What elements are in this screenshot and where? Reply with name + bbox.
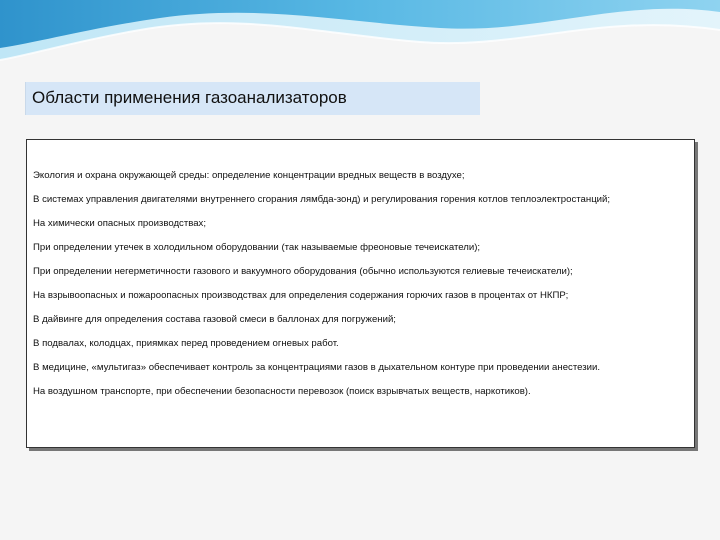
header-wave-decoration (0, 0, 720, 80)
list-item: На химически опасных производствах; (33, 218, 207, 229)
list-item: При определении утечек в холодильном оборудовании (так называемые фреоновые течеискатели); (33, 242, 481, 253)
list-item: При определении негерметичности газового и вакуумного оборудования (обычно используются гелиевые течеискатели); (33, 266, 573, 277)
title-box (25, 82, 480, 115)
applications-list (27, 140, 694, 398)
list-item: В системах управления двигателями внутреннего сгорания лямбда-зонд) и регулирования горения котлов теплоэлектростанций; (33, 194, 611, 205)
list-item: В медицине, «мультигаз» обеспечивает контроль за концентрациями газов в дыхательном контуре при проведении анестезии. (33, 362, 601, 373)
list-item: На воздушном транспорте, при обеспечении безопасности перевозок (поиск взрывчатых веществ, наркотиков). (33, 386, 531, 397)
content-box (26, 139, 695, 448)
slide-title: Области применения газоанализаторов (32, 88, 347, 107)
list-item: Экология и охрана окружающей среды: определение концентрации вредных веществ в воздухе; (33, 170, 465, 181)
list-item: В дайвинге для определения состава газовой смеси в баллонах для погружений; (33, 314, 396, 325)
list-item: В подвалах, колодцах, приямках перед проведением огневых работ. (33, 338, 339, 349)
list-item: На взрывоопасных и пожароопасных производствах для определения содержания горючих газов в процентах от НКПР; (33, 290, 569, 301)
